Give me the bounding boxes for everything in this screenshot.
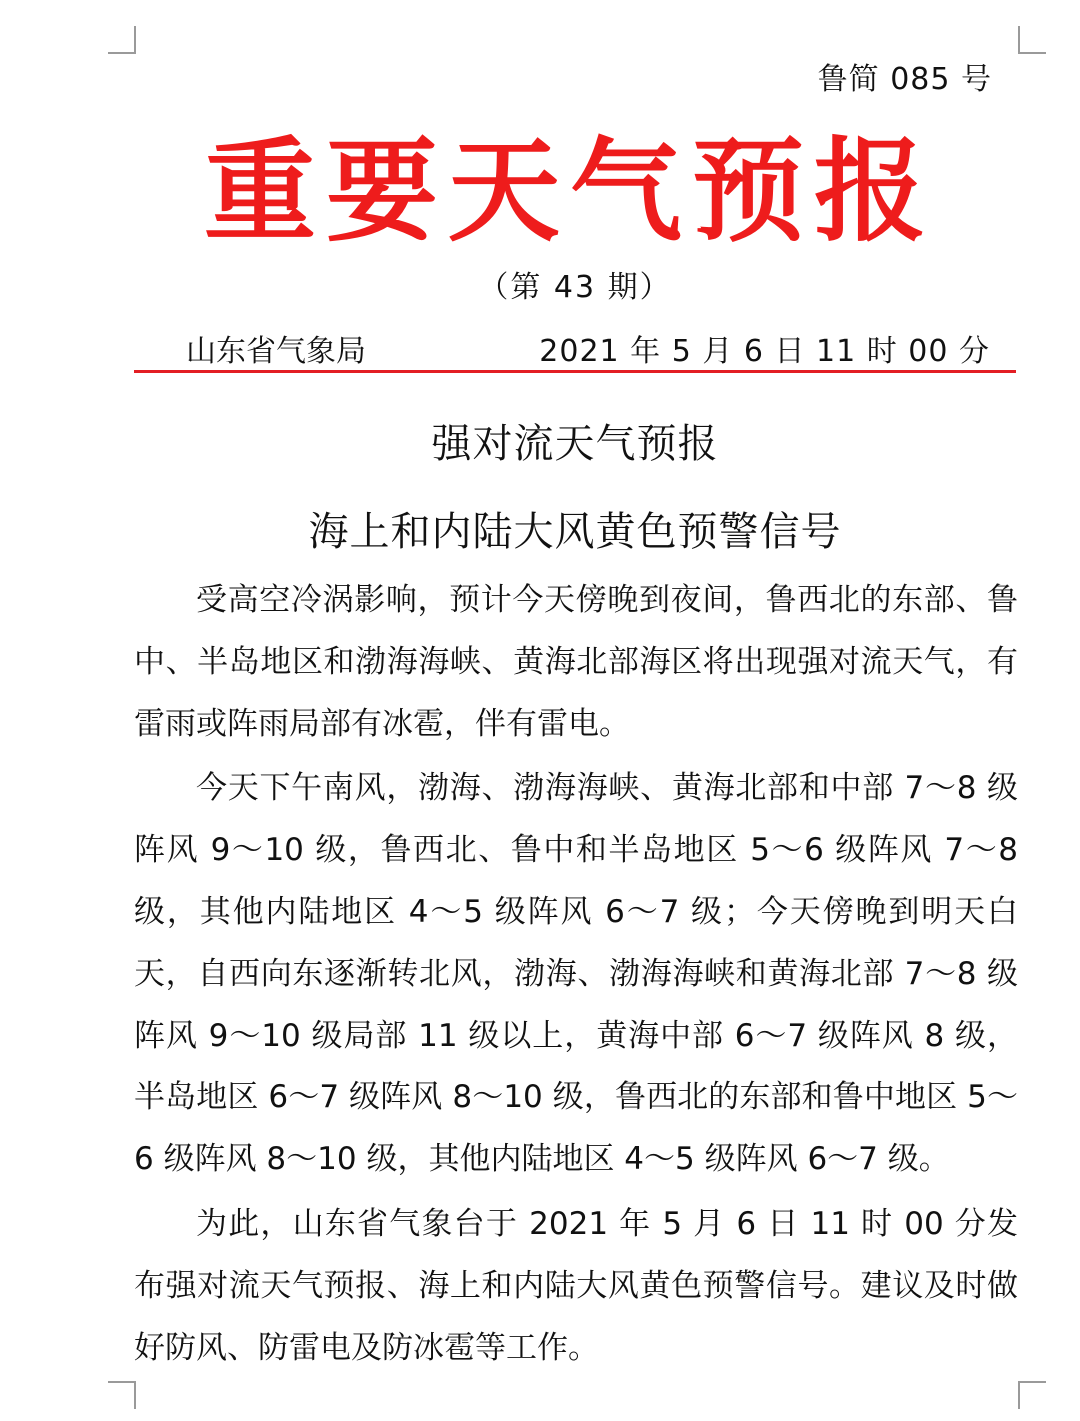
paragraph: 为此，山东省气象台于 2021 年 5 月 6 日 11 时 00 分发布强对流天气预报、海上和内陆大风黄色预警信号。建议及时做好防风、防雷电及防冰雹等工作。 [134, 1205, 1018, 1366]
page-corner-mark-top-right [1018, 26, 1046, 54]
header-divider [134, 370, 1016, 373]
heading-wind-warning: 海上和内陆大风黄色预警信号 [308, 509, 842, 555]
paragraph: 今天下午南风，渤海、渤海海峡、黄海北部和中部 7～8 级阵风 9～10 级，鲁西北、鲁中和半岛地区 5～6 级阵风 7～8 级，其他内陆地区 4～5 级阵风 6～7 级；今天傍晚到明天白天，自西向东逐渐转北风，渤海、渤海海峡和黄海北部 7～8 级阵风 9～10 级局部 11 级以上，黄海中部 6～7 级阵风 8 级，半岛地区 6～7 级阵风 8～10 级，鲁西北的东部和鲁中地区 5～6 级阵风 8～10 级，其他内陆地区 4～5 级阵风 6～7 级。 [134, 770, 1018, 1178]
page-title: 重要天气预报 [204, 127, 936, 257]
page-corner-mark-bottom-right [1018, 1381, 1046, 1409]
issuing-agency: 山东省气象局 [186, 334, 366, 369]
page-corner-mark-bottom-left [108, 1381, 136, 1409]
heading-convective-forecast: 强对流天气预报 [431, 421, 719, 467]
paragraph: 受高空冷涡影响，预计今天傍晚到夜间，鲁西北的东部、鲁中、半岛地区和渤海海峡、黄海北部海区将出现强对流天气，有雷雨或阵雨局部有冰雹，伴有雷电。 [134, 582, 1018, 742]
page-corner-mark-top-left [108, 26, 136, 54]
issue-number: （第 43 期） [478, 270, 672, 305]
document-number: 鲁简 085 号 [817, 62, 992, 97]
body-text [134, 570, 1018, 1382]
issue-datetime: 2021 年 5 月 6 日 11 时 00 分 [539, 334, 990, 369]
